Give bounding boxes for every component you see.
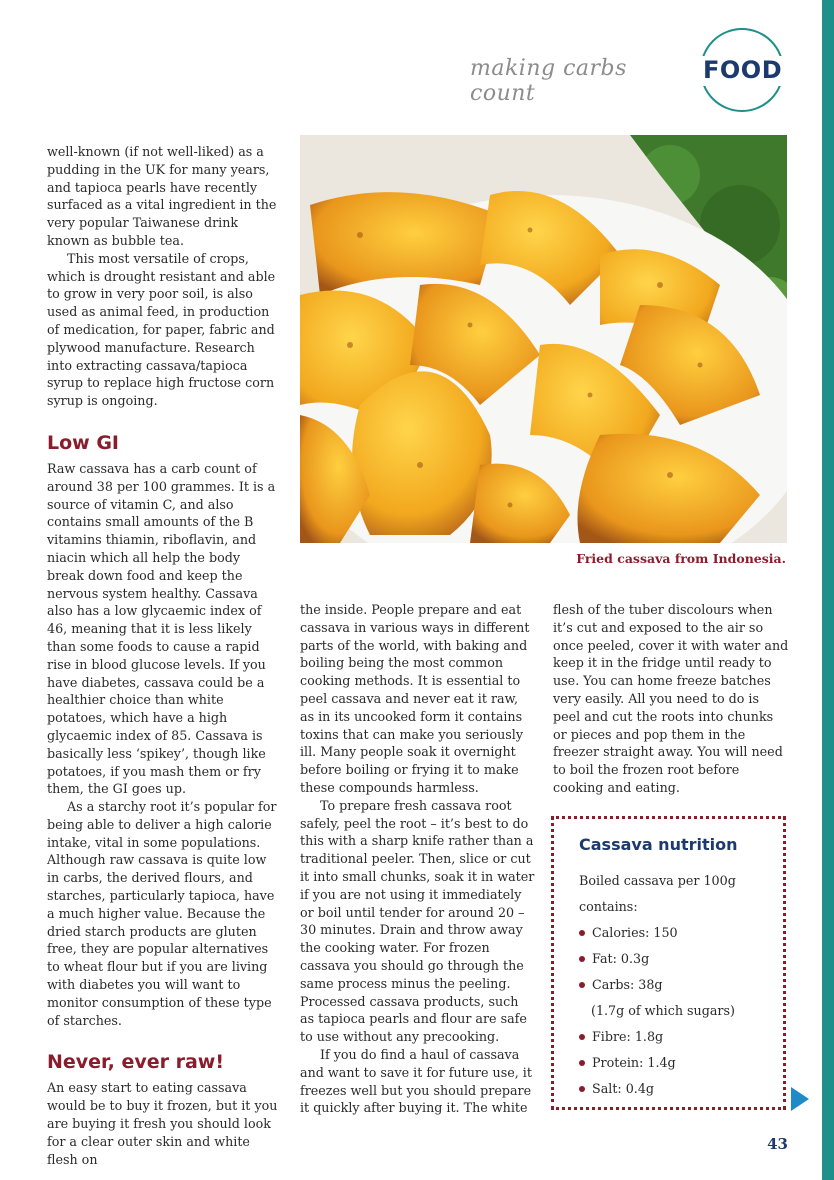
page-number: 43 — [767, 1135, 788, 1153]
nutrition-item-fat: Fat: 0.3g — [579, 946, 769, 972]
article-column-2 — [300, 601, 536, 1117]
paragraph: Raw cassava has a carb count of around 38 per 100 grammes. It is a source of vitamin C, and also contains small amounts of the B vitamins thiamin, riboflavin, and niacin which all help the body break down food and keep the nervous system healthy. Cassava also has a low glycaemic index of 46, meaning that it is less likely than some foods to cause a rapid rise in blood glucose levels. If you have diabetes, cassava could be a healthier choice than white potatoes, which have a high glycaemic index of 85. Cassava is basically less ‘spikey’, though like potatoes, if you mash them or fry them, the GI goes up. — [47, 460, 276, 797]
photo-caption: Fried cassava from Indonesia. — [576, 551, 786, 566]
paragraph: This most versatile of crops, which is drought resistant and able to grow in very poor soil, is also used as animal feed, in production of medication, for paper, fabric and plywood manufacture. Research into extracting cassava/tapioca syrup to replace high fructose corn syrup is ongoing. — [47, 250, 276, 409]
subheading-never-raw: Never, ever raw! — [47, 1051, 225, 1074]
paragraph: An easy start to eating cassava would be to buy it frozen, but it you are buying it fresh you should look for a clear outer skin and white flesh on — [47, 1080, 278, 1167]
paragraph: flesh of the tuber discolours when it’s cut and exposed to the air so once peeled, cover it with water and keep it in the fridge until ready to use. You can home freeze batches very easily. All you need to do is peel and cut the roots into chunks or pieces and pop them in the freezer straight away. You will need to boil the frozen root before cooking and eating. — [553, 602, 789, 795]
nutrition-item-sugars: (1.7g of which sugars) — [591, 1003, 735, 1018]
nutrition-item-protein: Protein: 1.4g — [579, 1050, 769, 1076]
paragraph: well-known (if not well-liked) as a pudding in the UK for many years, and tapioca pearls have recently surfaced as a vital ingredient in the very popular Taiwanese drink known as bubble tea. — [47, 144, 277, 248]
fried-cassava-photo — [300, 135, 787, 543]
nutrition-item-salt: Salt: 0.4g — [579, 1076, 769, 1102]
paragraph: the inside. People prepare and eat cassava in various ways in different parts of the world, with baking and boiling being the most common cooking methods. It is essential to peel cassava and never eat it raw, as in its uncooked form it contains toxins that can make you seriously ill. Many people soak it overnight before boiling or frying it to make these compounds harmless. — [300, 602, 530, 795]
nutrition-box — [551, 816, 786, 1110]
nutrition-intro: Boiled cassava per 100g — [579, 873, 736, 888]
section-script-title: making carbs count — [470, 56, 627, 106]
subheading-low-gi: Low GI — [47, 431, 119, 454]
paragraph: As a starchy root it’s popular for being able to deliver a high calorie intake, vital in some populations. Although raw cassava is quite low in carbs, the derived flours, and starches, particularly tapioca, have a much higher value. Because the dried starch products are gluten free, they are popular alternatives to wheat flour but if you are living with diabetes you will want to monitor consumption of these type of starches. — [47, 799, 277, 1028]
nutrition-intro: contains: — [579, 899, 638, 914]
paragraph: To prepare fresh cassava root safely, peel the root – it’s best to do this with a sharp knife rather than a traditional peeler. Then, slice or cut it into small chunks, soak it in water if you are not using it immediately or boil until tender for around 20 – 30 minutes. Drain and throw away the cooking water. For frozen cassava you should go through the same process minus the peeling. Processed cassava products, such as tapioca pearls and flour are safe to use without any precooking. — [300, 797, 535, 1045]
fried-cassava-illustration — [300, 135, 787, 543]
nutrition-item-carbs: Carbs: 38g — [579, 972, 769, 998]
nutrition-list — [579, 920, 769, 1102]
nutrition-item-calories: Calories: 150 — [579, 920, 769, 946]
nutrition-title: Cassava nutrition — [579, 835, 738, 854]
article-column-1 — [47, 143, 279, 1168]
nutrition-item-fibre: Fibre: 1.8g — [579, 1024, 769, 1050]
article-column-3 — [553, 601, 789, 797]
paragraph: If you do find a haul of cassava and want to save it for future use, it freezes well but you should prepare it quickly after buying it. The white — [300, 1046, 532, 1116]
page-edge-stripe — [822, 0, 834, 1180]
next-page-arrow-icon[interactable] — [791, 1087, 809, 1111]
section-badge-label: FOOD — [703, 56, 783, 84]
